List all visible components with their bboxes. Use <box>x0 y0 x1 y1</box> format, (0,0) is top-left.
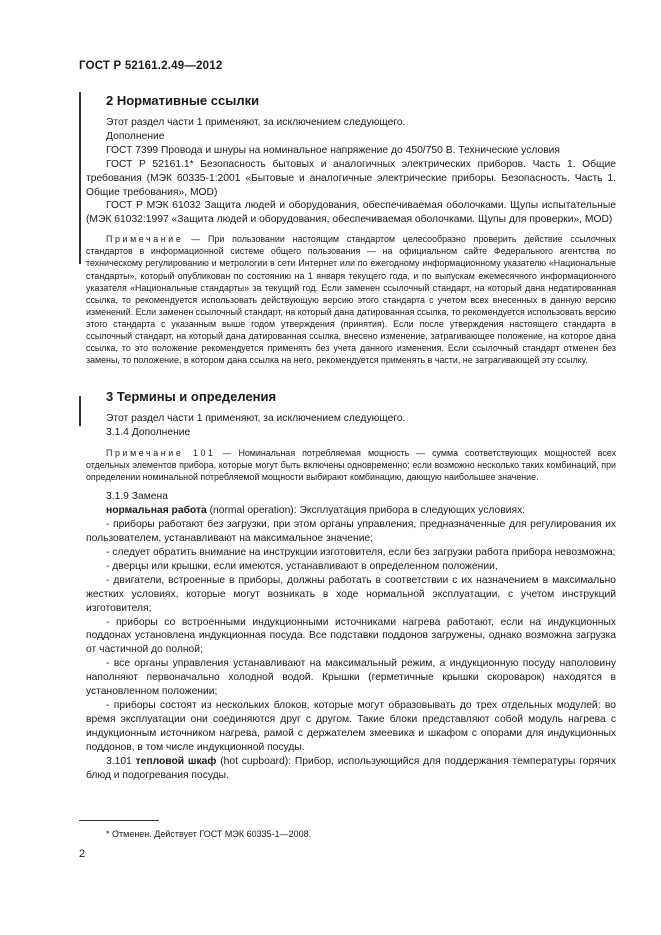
condition-item: - дверцы или крышки, если имеются, устанавливают в определенном положении, <box>106 560 498 572</box>
section-2-note <box>86 233 616 366</box>
clause-number: 3.101 <box>106 755 136 767</box>
hot-cupboard-definition <box>86 755 616 783</box>
note-101 <box>86 447 616 483</box>
change-bar <box>79 396 81 426</box>
section-3-intro: Этот раздел части 1 применяют, за исключением следующего. <box>106 413 406 425</box>
note-label: Примечание 101 <box>106 448 216 459</box>
normative-reference: ГОСТ Р 52161.1* Безопасность бытовых и аналогичных электрических приборов. Часть 1. Общие требования (МЭК 60335-1:2001 «Бытовые и аналогичные электрические приборы. Безопасность. Часть 1. Общие требования», MOD) <box>86 158 616 198</box>
section-2-intro: Этот раздел части 1 применяют, за исключением следующего. <box>106 117 406 128</box>
defined-term: нормальная работа <box>106 505 207 517</box>
condition-item: - приборы со встроенными индукционными источниками нагрева работают, если на индукционных поддонах установлена индукционная посуда. Все подставки поддонов загружены, однако возможна загрузка от частичной до полной; <box>86 616 616 656</box>
note-text: — Номинальная потребляемая мощность — сумма соответствующих мощностей всех отдельных элементов прибора, которые могут быть включены одновременно; если возможно несколько таких комбинаций, при определении номинальной потребляемой мощности выбирают комбинацию, дающую наибольшее значение. <box>86 448 617 483</box>
normative-reference: ГОСТ Р МЭК 61032 Защита людей и оборудования, обеспечиваемая оболочками. Щупы испытательные (МЭК 61032:1997 «Защита людей и оборудования, обеспечиваемая оболочками. Щупы для проверки», MOD) <box>86 200 616 226</box>
note-label: Примечание <box>106 234 184 245</box>
defined-term: тепловой шкаф <box>135 755 217 767</box>
note-text: — При пользовании настоящим стандартом целесообразно проверить действие ссылочных стандартов в информационной системе общего пользования — на официальном сайте Федерального агентства по техническому регулированию и метрологии в сети Интернет или по ежегодному информационному указателю «Национальные стандарты», который опубликован по состоянию на 1 января текущего года, и по выпускам ежемесячного информационного указателя «Национальные стандарты» за текущий год. Если заменен ссылочный стандарт, на который дана недатированная ссылка, то рекомендуется использовать действующую версию этого стандарта с учетом всех внесенных в данную версию изменений. Если заменен ссылочный стандарт, на который дана датированная ссылка, то рекомендуется использовать версию этого стандарта с указанным выше годом утверждения (принятия). Если после утверждения настоящего стандарта в ссылочный стандарт, на который дана датированная ссылка, внесено изменение, затрагивающее положение, на которое дана ссылка, то это положение рекомендуется применять без учета данного изменения. Если ссылочный стандарт отменен без замены, то положение, в котором дана ссылка на него, рекомендуется применять в части, не затрагивающей эту ссылку. <box>86 234 617 366</box>
page-number: 2 <box>79 848 86 860</box>
section-3-heading: 3 Термины и определения <box>106 389 277 405</box>
section-2-addition: Дополнение <box>106 130 165 142</box>
normal-operation-definition <box>86 504 616 518</box>
subclause-3-1-4: 3.1.4 Дополнение <box>106 427 191 439</box>
condition-item: - двигатели, встроенные в приборы, должны работать в соответствии с их назначением в максимально жестких условиях, которые могут возникать в ходе нормальной эксплуатации, с учетом инструкций изготовителя; <box>86 574 616 614</box>
definition-text: (normal operation): Эксплуатация прибора в следующих условиях: <box>206 505 526 517</box>
section-2-heading: 2 Нормативные ссылки <box>106 93 260 108</box>
definition-text: (hot cupboard): Прибор, использующийся для поддержания температуры горячих блюд и подогревания посуды. <box>86 755 616 781</box>
document-header: ГОСТ Р 52161.2.49—2012 <box>79 60 223 72</box>
footnote-rule <box>79 820 159 821</box>
footnote: * Отменен. Действует ГОСТ МЭК 60335-1—2008. <box>106 829 312 839</box>
document-body <box>86 92 616 782</box>
condition-item: - все органы управления устанавливают на максимальный режим, а индукционную посуду наполовину наполняют первоначально холодной водой. Крышки (герметичные крышки скороварок) находятся в установленном положении; <box>86 658 616 698</box>
subclause-3-1-9: 3.1.9 Замена <box>106 491 168 503</box>
condition-item: - следует обратить внимание на инструкции изготовителя, если без загрузки работа прибора невозможна; <box>106 547 616 558</box>
change-bar <box>79 92 81 264</box>
normative-reference: ГОСТ 7399 Провода и шнуры на номинальное напряжение до 450/750 В. Технические условия <box>106 144 561 156</box>
condition-item: - приборы состоят из нескольких блоков, которые могут образовывать до трех отдельных модулей: во время эксплуатации они соединяются друг с другом. Такие блоки представляют собой модуль нагрева с индукционным источником нагрева, рамой с держателем змеевика и шкафом с опорами для индукционных поддонов, в том числе индукционной посуды. <box>86 699 616 753</box>
condition-item: - приборы работают без загрузки, при этом органы управления, предназначенные для регулирования их пользователем, устанавливают на максимальное значение; <box>86 519 616 545</box>
